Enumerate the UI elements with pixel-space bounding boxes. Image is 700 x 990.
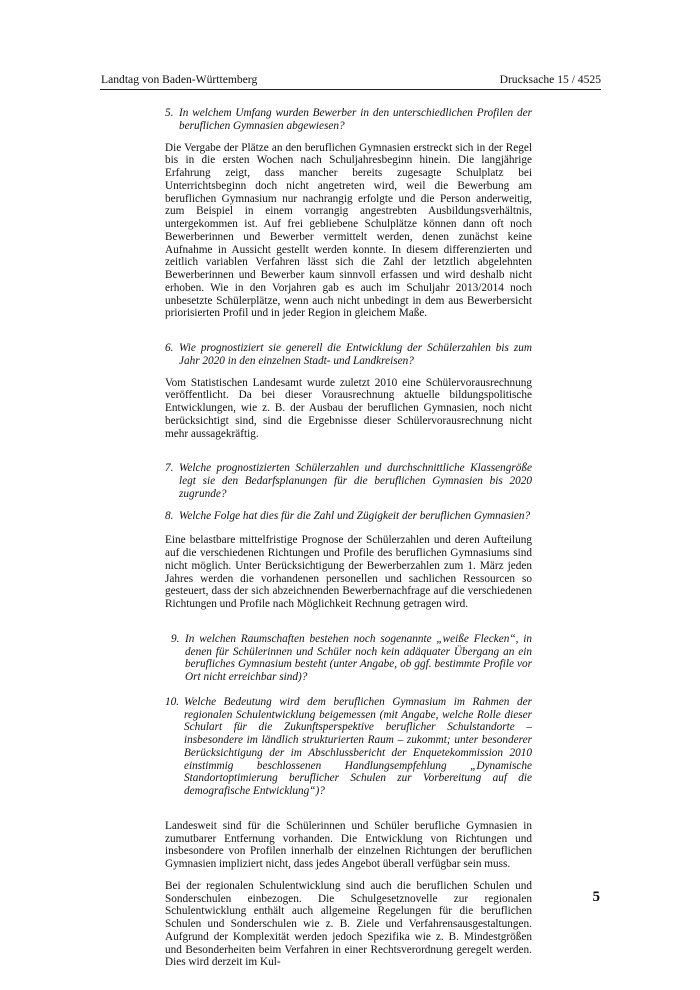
question-number: 7.: [165, 462, 174, 475]
question-10: [165, 696, 532, 798]
page-header: [100, 71, 601, 90]
answer-9-10-paragraph-2: Bei der regionalen Schulentwicklung sind auch die beruflichen Schulen und Sonderschulen einbezogen. Die Schulgesetznovelle zur regionalen Schulentwicklung enthält auch allgemeine Regelungen für die beruflichen Schulen und Sonderschulen wie z. B. Ziele und Verfahrensausgestaltungen. Aufgrund der Komplexität werden jedoch Spezifika wie z. B. Mindestgrößen und Besonderheiten beim Verfahren in einer Rechtsverordnung geregelt werden. Dies wird derzeit im Kul-: [165, 879, 532, 969]
page-body: [165, 107, 532, 969]
question-text: In welchem Umfang wurden Bewerber in den unterschiedlichen Profilen der beruflichen Gymnasien abgewiesen?: [179, 107, 532, 132]
page-number: 5: [592, 889, 600, 905]
question-number: 9.: [171, 632, 180, 645]
question-text: In welchen Raumschaften bestehen noch sogenannte „weiße Flecken“, in denen für Schülerinnen und Schüler noch kein adäquater Übergang an ein berufliches Gymnasium besteht (unter Angabe, ob ggf. bestimmte Profile vor Ort nicht erreichbar sind)?: [185, 632, 532, 683]
question-5: [165, 107, 532, 133]
header-publisher: Landtag von Baden-Württemberg: [101, 73, 258, 86]
question-9: [171, 633, 532, 684]
question-8: [165, 510, 532, 523]
question-number: 6.: [165, 342, 174, 354]
question-text: Welche prognostizierten Schülerzahlen und durchschnittliche Klassengröße legt sie den Bedarfsplanungen für die beruflichen Gymnasien bis 2020 zugrunde?: [179, 462, 532, 500]
question-text: Welche Folge hat dies für die Zahl und Zügigkeit der beruflichen Gymnasien?: [179, 509, 531, 522]
question-number: 10.: [165, 695, 180, 708]
answer-6: Vom Statistischen Landesamt wurde zuletzt 2010 eine Schülervorausrechnung veröffentlicht. Da bei dieser Vorausrechnung aktuelle bildungspolitische Entwicklungen, wie z. B. der Ausbau der beruflichen Gymnasien, noch nicht berücksichtigt sind, sind die Ergebnisse dieser Schülervorausrechnung nicht mehr aussagekräftig.: [165, 376, 532, 440]
question-text: Wie prognostiziert sie generell die Entwicklung der Schülerzahlen bis zum Jahr 2020 in den einzelnen Stadt- und Landkreisen?: [179, 342, 532, 367]
question-number: 5.: [165, 107, 174, 119]
answer-9-10-paragraph-1: Landesweit sind für die Schülerinnen und Schüler berufliche Gymnasien in zumutbarer Entfernung vorhanden. Die Entwicklung von Richtungen und insbesondere von Profilen innerhalb der einzelnen Richtungen der beruflichen Gymnasien impliziert nicht, dass jedes Angebot überall verfügbar sein muss.: [165, 819, 532, 870]
question-7: [165, 462, 532, 500]
answer-7-8: Eine belastbare mittelfristige Prognose der Schülerzahlen und deren Aufteilung auf die verschiedenen Richtungen und Profile des beruflichen Gymnasiums sind nicht möglich. Unter Berücksichtigung der Bewerberzahlen zum 1. März jeden Jahres werden die vorhandenen personellen und sachlichen Ressourcen so gesteuert, dass der sich abzeichnenden Bewerbernachfrage auf die verschiedenen Richtungen und Profile nach Möglichkeit Rechnung getragen wird.: [165, 534, 532, 610]
question-text: Welche Bedeutung wird dem beruflichen Gymnasium im Rahmen der regionalen Schulentwicklung beigemessen (mit Angabe, welche Rolle dieser Schulart für die Zukunftsperspektive beruflicher Schulstandorte – insbesondere im ländlich strukturierten Raum – zukommt; unter besonderer Berücksichtigung der im Abschlussbericht der Enquetekommission 2010 einstimmig beschlossenen Handlungsempfehlung „Dynamische Standortoptimierung beruflicher Schulen zur Vorbereitung auf die demografische Entwicklung“)?: [184, 695, 532, 797]
answer-5: Die Vergabe der Plätze an den beruflichen Gymnasien erstreckt sich in der Regel bis in die ersten Wochen nach Schuljahresbeginn hinein. Die langjährige Erfahrung zeigt, dass mancher bereits zugesagte Schulplatz bei Unterrichtsbeginn doch nicht angetreten wird, weil die Bewerbung am beruflichen Gymnasium nur nachrangig erfolgte und die Person anderweitig, zum Beispiel in einem vorrangig angestrebten Ausbildungsverhältnis, untergekommen ist. Auf frei gebliebene Schulplätze können dann oft noch Bewerberinnen und Bewerber vermittelt werden, denen zunächst keine Aufnahme in Aussicht gestellt werden konnte. In diesem differenzierten und zeitlich variablen Verfahren lässt sich die Zahl der letztlich abgelehnten Bewerberinnen und Bewerber kaum sinnvoll erfassen und wird deshalb nicht erhoben. Wie in den Vorjahren gab es auch im Schuljahr 2013/2014 noch unbesetzte Schülerplätze, wenn auch nicht unbedingt in dem aus Bewerbersicht priorisierten Profil und in jeder Region in gleichem Maße.: [165, 141, 532, 320]
question-number: 8.: [165, 509, 174, 522]
question-6: [165, 342, 532, 368]
header-document-number: Drucksache 15 / 4525: [499, 73, 601, 86]
